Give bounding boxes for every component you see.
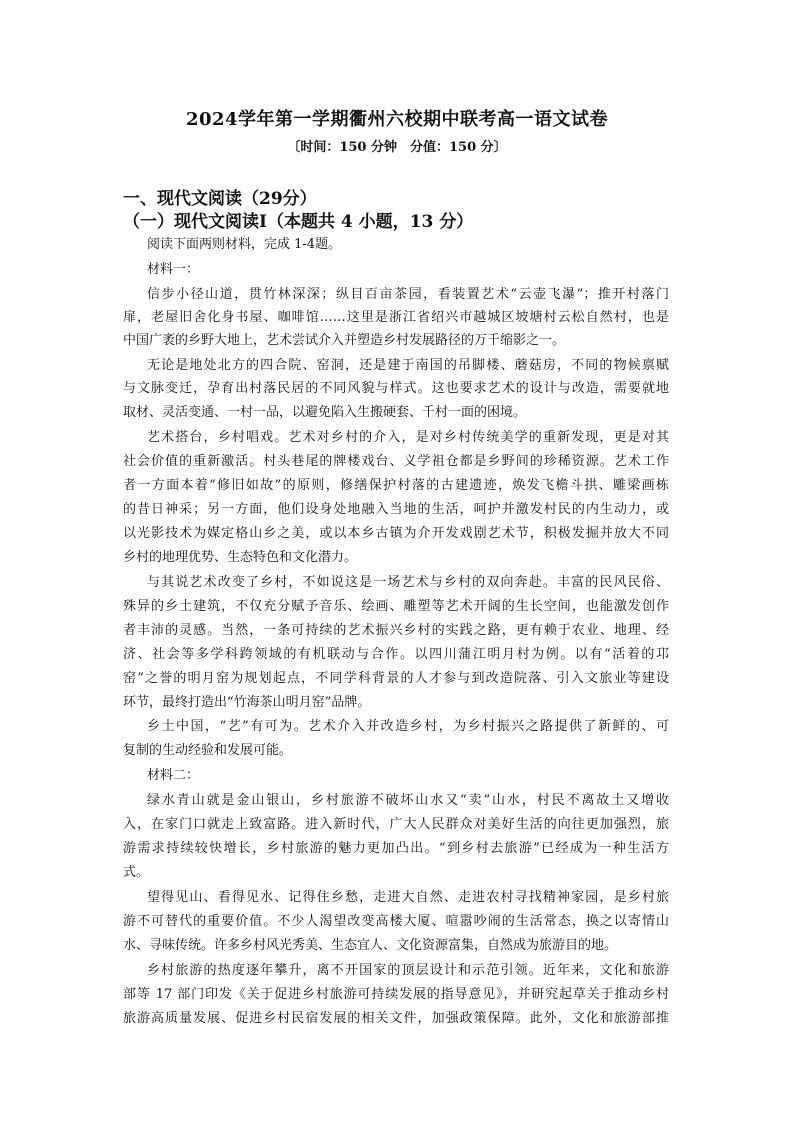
passage-line: 乡村旅游的热度逐年攀升，离不开国家的顶层设计和示范引领。近年来，文化和旅游: [147, 963, 669, 978]
passage-line: 旅游高质量发展、促进乡村民宿发展的相关文件，加强政策保障。此外，文化和旅游部推: [123, 1011, 669, 1026]
passage-line: 无论是地处北方的四合院、窑洞，还是建于南国的吊脚楼、蘑菇房，不同的物候禀赋: [147, 358, 669, 373]
passage-line: 部等 17 部门印发《关于促进乡村旅游可持续发展的指导意见》，并研究起草关于推动乡村: [123, 987, 669, 1002]
passage-line: 水、寻味传统。许多乡村风光秀美、生态宜人、文化资源富集，自然成为旅游目的地。: [123, 938, 618, 953]
passage-line: 者一方面本着“修旧如故”的原则，修缮保护村落的古建遗迹，焕发飞檐斗拱、雕梁画栋: [123, 478, 669, 493]
passage-line: 以光影技术为媒定格山乡之美，或以本乡古镇为介开发戏剧艺术节，积极发掘并放大不同: [123, 526, 669, 541]
passage-line: 信步小径山道，贯竹林深深；纵目百亩茶园，看装置艺术“云壶飞瀑”；推开村落门: [147, 287, 669, 302]
passage-line: 扉，老屋旧舍化身书屋、咖啡馆……这里是浙江省绍兴市越城区坡塘村云松自然村，也是: [123, 310, 669, 325]
passage-line: 窑”之誉的明月窑为规划起点，不同学科背景的人才参与到改造院落、引入文旅业等建设: [123, 671, 669, 686]
section-heading: 一、现代文阅读（29分）: [123, 189, 317, 209]
passage-line: 入，在家门口就走上致富路。进入新时代，广大人民群众对美好生活的向往更加强烈，旅: [123, 817, 669, 832]
passage-line: 游需求持续较快增长，乡村旅游的魅力更加凸出。“到乡村去旅游”已经成为一种生活方: [123, 841, 669, 856]
passage-line: 与文脉变迁，孕育出村落民居的不同风貌与样式。这也要求艺术的设计与改造，需要就地: [123, 381, 669, 396]
passage-line: 材料一：: [147, 262, 200, 277]
passage-line: 中国广袤的乡野大地上，艺术尝试介入并塑造乡村发展路径的万千缩影之一。: [123, 333, 566, 348]
passage-line: 式。: [123, 865, 150, 880]
passage-line: 者丰沛的灵感。当然，一条可持续的艺术振兴乡村的实践之路，更有赖于农业、地理、经: [123, 623, 669, 638]
passage-line: 阅读下面两则材料，完成 1-4题。: [147, 237, 342, 252]
passage-line: 的昔日神采；另一方面，他们设身处地融入当地的生活，呵护并激发村民的内生动力，或: [123, 502, 669, 517]
passage-line: 望得见山、看得见水、记得住乡愁，走进大自然、走进农村寻找精神家园，是乡村旅: [147, 890, 669, 905]
passage-line: 济、社会等多学科跨领域的有机联动与合作。以四川蒲江明月村为例。以有“活着的邛: [123, 647, 669, 662]
exam-time-score: 〔时间：150 分钟 分值：150 分〕: [287, 140, 507, 155]
passage-line: 乡土中国，“艺”有可为。艺术介入并改造乡村，为乡村振兴之路提供了新鲜的、可: [147, 719, 669, 734]
passage-line: 艺术搭台，乡村唱戏。艺术对乡村的介入，是对乡村传统美学的重新发现，更是对其: [147, 430, 669, 445]
passage-line: 取材、灵活变通、一村一品，以避免陷入生搬硬套、千村一面的困境。: [123, 405, 527, 420]
passage-line: 社会价值的重新激活。村头巷尾的牌楼戏台、义学祖仓都是乡野间的珍稀资源。艺术工作: [123, 454, 669, 469]
passage-line: 绿水青山就是金山银山，乡村旅游不破坏山水又“卖”山水，村民不离故土又增收: [147, 793, 669, 808]
passage-line: 材料二：: [147, 768, 200, 783]
passage-line: 与其说艺术改变了乡村，不如说这是一场艺术与乡村的双向奔赴。丰富的民风民俗、: [147, 575, 669, 590]
passage-line: 环节，最终打造出“竹海茶山明月窑”品牌。: [123, 695, 371, 710]
exam-title: 2024学年第一学期衢州六校期中联考高一语文试卷: [185, 109, 609, 130]
subsection-heading: （一）现代文阅读Ⅰ（本题共 4 小题，13 分）: [123, 212, 474, 232]
passage-line: 殊异的乡土建筑，不仅充分赋予音乐、绘画、雕塑等艺术开阔的生长空间，也能激发创作: [123, 599, 669, 614]
passage-line: 游不可替代的重要价值。不少人渴望改变高楼大厦、喧嚣吵闹的生活常态，换之以寄情山: [123, 914, 669, 929]
passage-line: 乡村的地理优势、生态特色和文化潜力。: [123, 550, 358, 565]
passage-line: 复制的生动经验和发展可能。: [123, 743, 293, 758]
